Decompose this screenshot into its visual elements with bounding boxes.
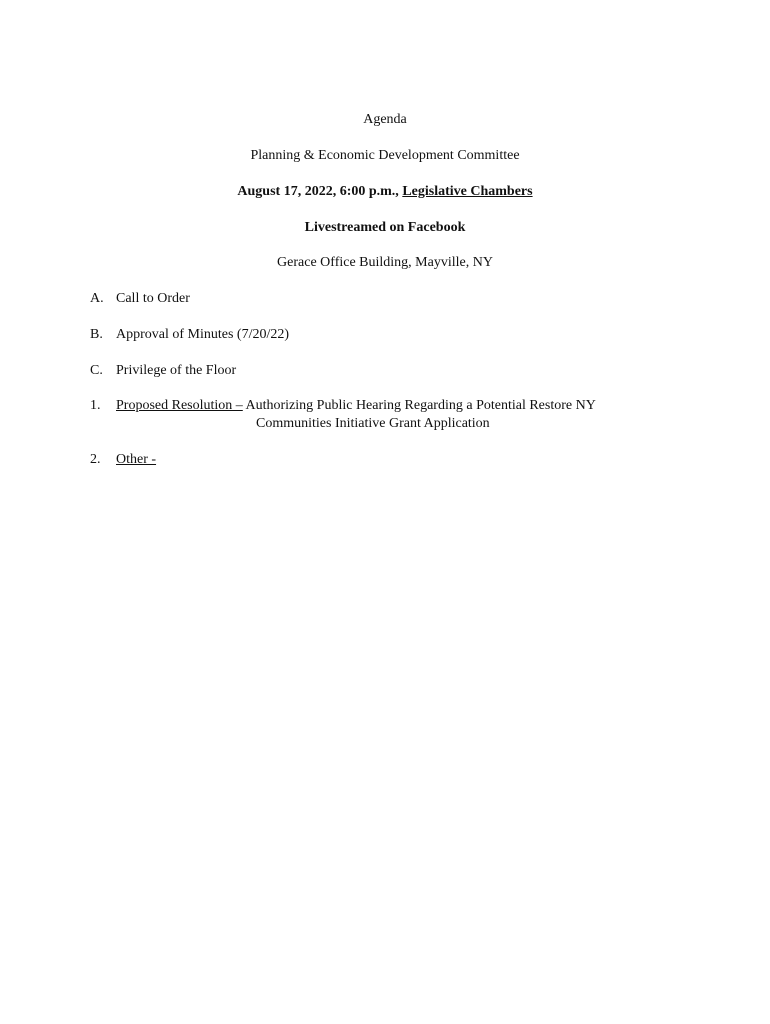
item-marker: 2. [90, 452, 101, 467]
committee-name: Planning & Economic Development Committee [250, 148, 520, 163]
meeting-date-time: August 17, 2022, 6:00 p.m., [237, 184, 399, 199]
item-text: Privilege of the Floor [116, 363, 237, 378]
item-marker: 1. [90, 398, 101, 413]
meeting-room: Legislative Chambers [402, 184, 533, 199]
building-address: Gerace Office Building, Mayville, NY [277, 255, 493, 270]
meeting-date-location [0, 183, 770, 201]
item-text: Approval of Minutes (7/20/22) [116, 327, 290, 342]
livestream-note: Livestreamed on Facebook [304, 220, 466, 235]
item-marker: A. [90, 291, 104, 306]
item-marker: C. [90, 363, 103, 378]
item-marker: B. [90, 327, 103, 342]
other-label: Other - [116, 452, 157, 467]
proposed-resolution-label: Proposed Resolution – [116, 398, 243, 413]
item-text [116, 397, 596, 415]
resolution-description: Authorizing Public Hearing Regarding a Potential Restore NY [242, 398, 596, 413]
resolution-continuation: Communities Initiative Grant Application [256, 416, 490, 431]
item-text: Call to Order [116, 291, 190, 306]
agenda-title: Agenda [363, 112, 407, 127]
